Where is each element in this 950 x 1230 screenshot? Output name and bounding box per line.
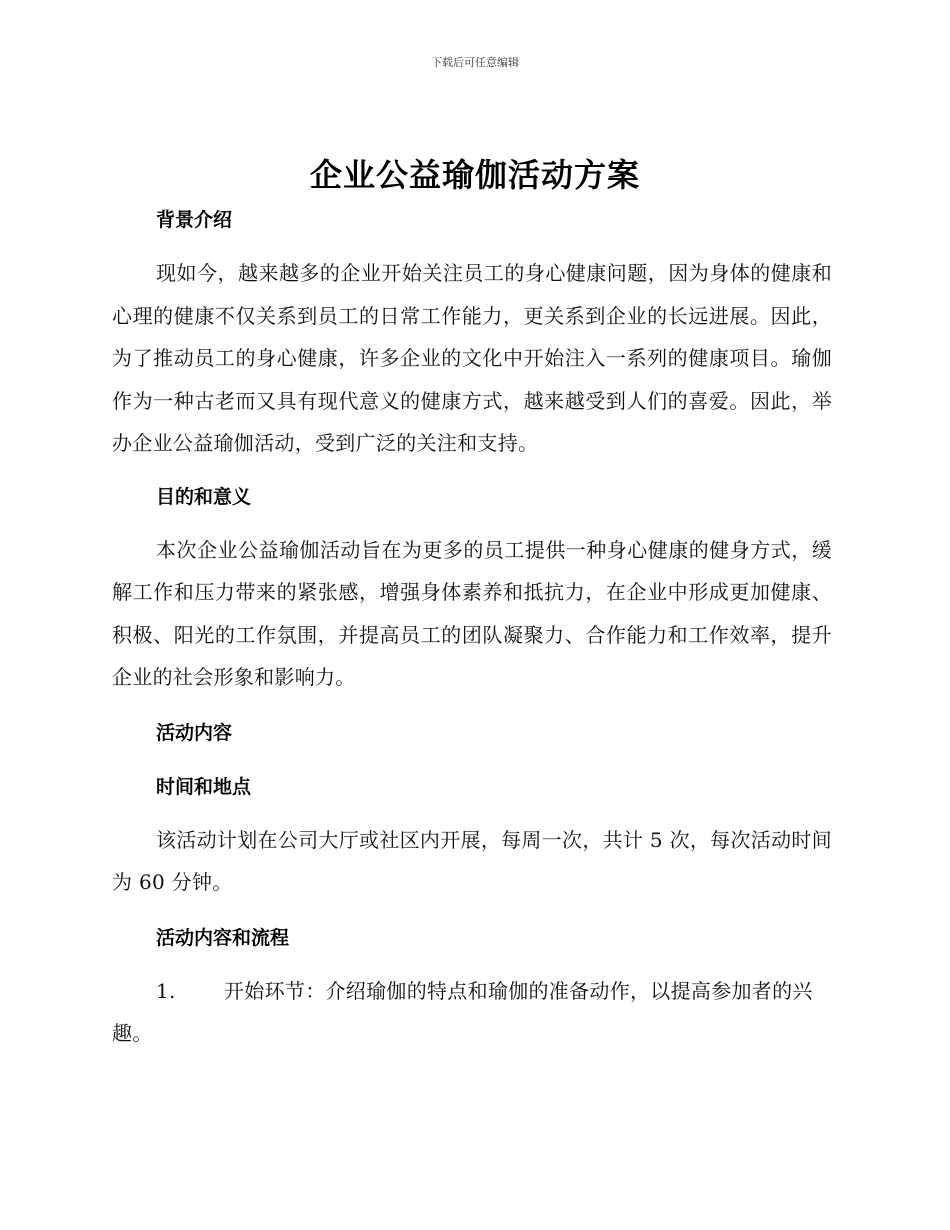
list-item	[112, 970, 832, 1055]
list-item-number: 1.	[156, 978, 176, 1003]
document-body	[112, 200, 832, 1055]
paragraph-time-place: 该活动计划在公司大厅或社区内开展，每周一次，共计 5 次，每次活动时间为 60 分钟。	[112, 827, 832, 894]
document-title: 企业公益瑜伽活动方案	[309, 156, 640, 194]
list-item-text: 开始环节：介绍瑜伽的特点和瑜伽的准备动作，以提高参加者的兴趣。	[112, 978, 813, 1045]
section-heading-background: 背景介绍	[156, 209, 233, 231]
paragraph-background: 现如今，越来越多的企业开始关注员工的身心健康问题，因为身体的健康和心理的健康不仅关系到员工的日常工作能力，更关系到企业的长远进展。因此，为了推动员工的身心健康，许多企业的文化中开始注入一系列的健康项目。瑜伽作为一种古老而又具有现代意义的健康方式，越来越受到人们的喜爱。因此，举办企业公益瑜伽活动，受到广泛的关注和支持。	[112, 261, 832, 455]
section-heading-time-place: 时间和地点	[156, 775, 252, 798]
section-heading-purpose: 目的和意义	[156, 485, 252, 508]
page-header: 下载后可任意编辑	[431, 56, 519, 69]
section-heading-flow: 活动内容和流程	[156, 926, 290, 949]
paragraph-purpose: 本次企业公益瑜伽活动旨在为更多的员工提供一种身心健康的健身方式，缓解工作和压力带来的紧张感，增强身体素养和抵抗力，在企业中形成更加健康、积极、阳光的工作氛围，并提高员工的团队凝聚力、合作能力和工作效率，提升企业的社会形象和影响力。	[112, 537, 832, 689]
section-heading-activity: 活动内容	[156, 721, 233, 744]
